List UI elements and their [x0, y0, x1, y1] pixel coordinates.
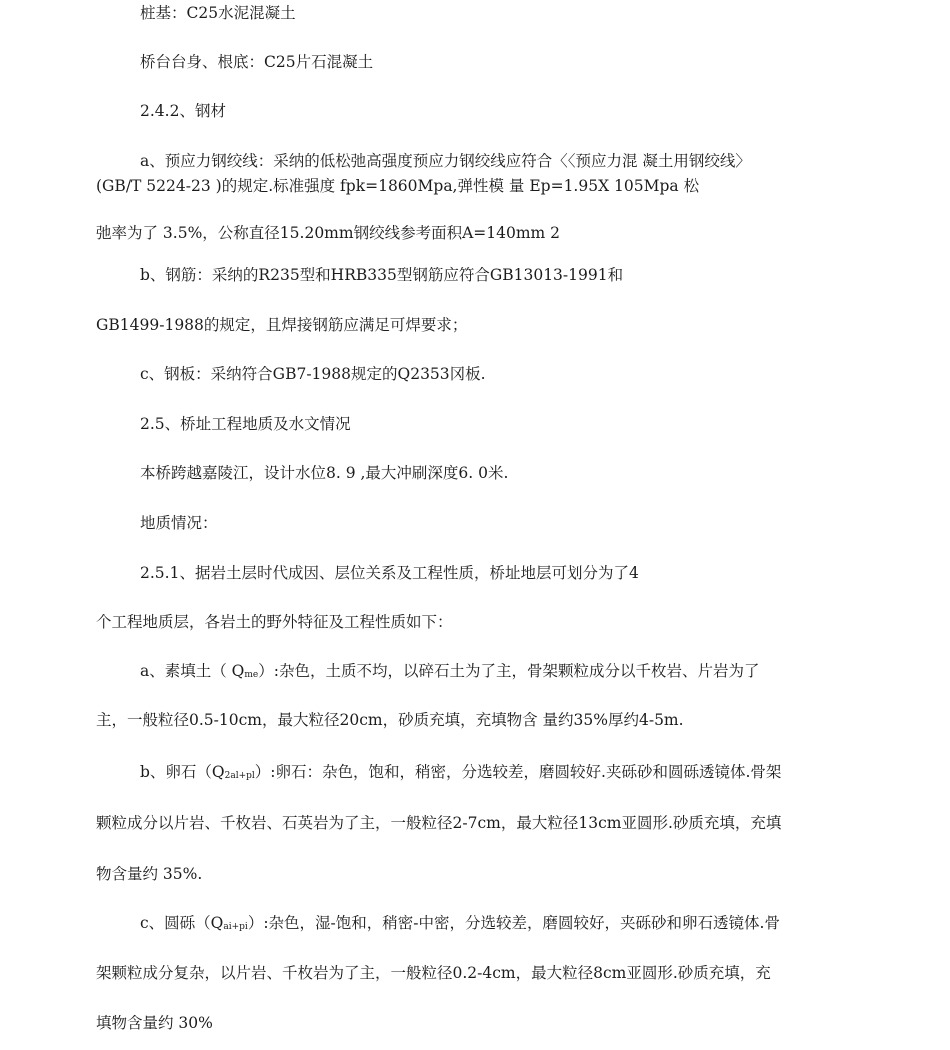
text-line-strand-a: a、预应力钢绞线：采纳的低松弛高强度预应力钢绞线应符合〈〈预应力混 凝土用钢绞线〉: [140, 152, 751, 170]
text-line-rebar-b: GB1499-1988的规定，且焊接钢筋应满足可焊要求；: [96, 316, 468, 334]
text-line-pebble-c: 物含量约 35%.: [96, 865, 203, 883]
text-line-strand-c: 弛率为了 3.5%，公称直径15.20mm钢绞线参考面积A=140mm 2: [96, 224, 561, 242]
pebble-subscript: 2al+pl: [224, 771, 255, 781]
text-line-strata-b: 个工程地质层，各岩土的野外特征及工程性质如下：: [96, 613, 453, 631]
text-line-pebble-b: 颗粒成分以片岩、千枚岩、石英岩为了主，一般粒径2-7cm，最大粒径13cm亚圆形.砂质充填，充填: [96, 814, 782, 832]
text-line-pebble-a: [140, 762, 781, 782]
text-line-strata-a: 2.5.1、据岩土层时代成因、层位关系及工程性质，桥址地层可划分为了4: [140, 564, 639, 582]
section-heading-geology: 2.5、桥址工程地质及水文情况: [140, 415, 351, 433]
fill-a-post: ）:杂色，土质不均，以碎石土为了主，骨架颗粒成分以千枚岩、片岩为了: [258, 662, 760, 680]
pebble-post: ）:卵石：杂色，饱和，稍密，分选较差，磨圆较好.夹砾砂和圆砾透镜体.骨架: [254, 763, 782, 781]
fill-a-subscript: me: [244, 670, 259, 680]
text-line-strand-b: (GB/T 5224-23 )的规定.标准强度 fpk=1860Mpa,弹性模 量 Ep=1.95X 105Mpa 松: [96, 177, 700, 195]
section-heading-steel: 2.4.2、钢材: [140, 102, 226, 120]
text-line-pile-foundation: 桩基：C25水泥混凝土: [140, 4, 296, 22]
text-line-steel-plate: c、钢板：采纳符合GB7-1988规定的Q2353冈板.: [140, 365, 486, 383]
pebble-pre: b、卵石（Q: [140, 763, 225, 781]
text-line-geology-label: 地质情况：: [140, 514, 218, 532]
text-line-rebar-a: b、钢筋：采纳的R235型和HRB335型钢筋应符合GB13013-1991和: [140, 266, 624, 284]
text-line-gravel-c: 填物含量约 30%: [96, 1014, 213, 1032]
gravel-post: ）:杂色，湿-饱和，稍密-中密，分选较差，磨圆较好，夹砾砂和卵石透镜体.骨: [247, 914, 780, 932]
text-line-fill-a: [140, 661, 760, 681]
text-line-gravel-b: 架颗粒成分复杂，以片岩、千枚岩为了主，一般粒径0.2-4cm，最大粒径8cm亚圆形.砂质充填，充: [96, 964, 771, 982]
text-line-gravel-a: [140, 913, 780, 933]
text-line-abutment: 桥台台身、根底：C25片石混凝土: [140, 53, 374, 71]
text-line-hydrology: 本桥跨越嘉陵江，设计水位8. 9 ,最大冲刷深度6. 0米.: [140, 464, 509, 482]
gravel-subscript: ai+pi: [223, 922, 248, 932]
fill-a-pre: a、素填土（ Q: [140, 662, 245, 680]
gravel-pre: c、圆砾（Q: [140, 914, 224, 932]
text-line-fill-b: 主，一般粒径0.5-10cm，最大粒径20cm，砂质充填，充填物含 量约35%厚约4-5m.: [96, 711, 684, 729]
